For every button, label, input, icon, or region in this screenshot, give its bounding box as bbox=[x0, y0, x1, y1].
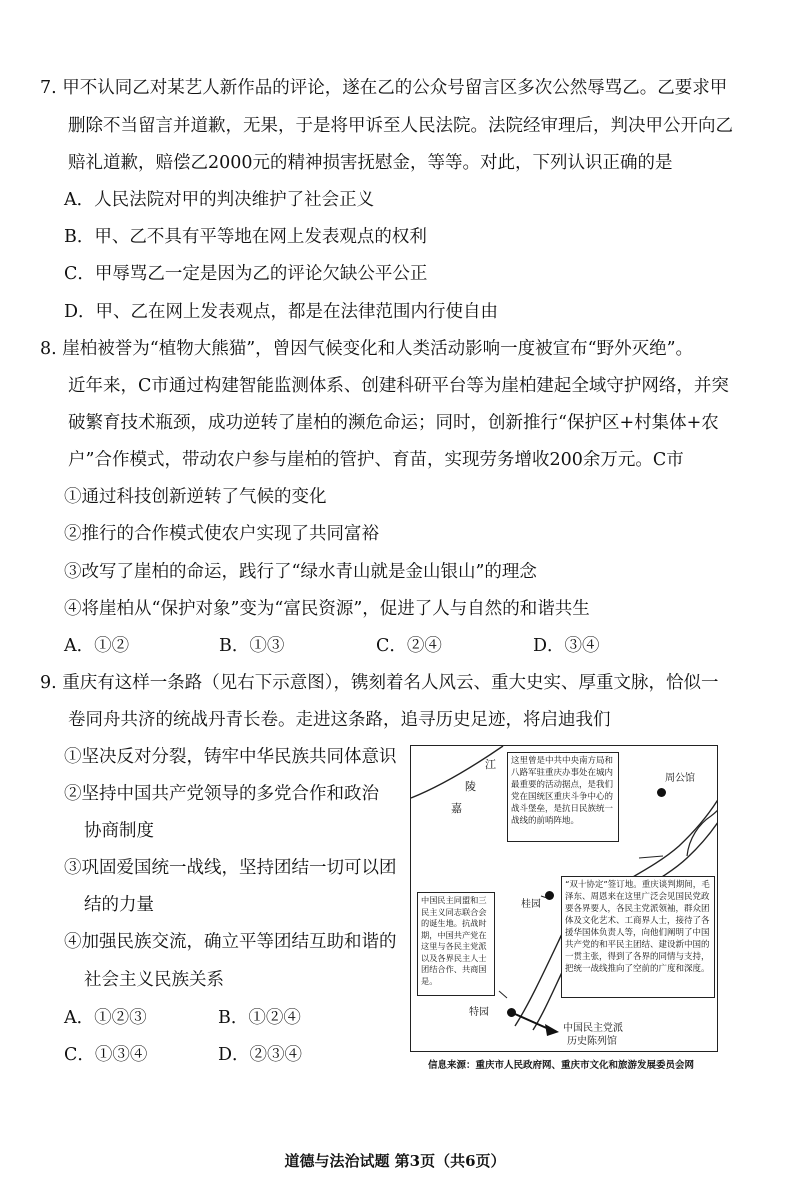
q8-line-4: 户”合作模式，带动农户参与崖柏的管护、育苗，实现劳务增收200余万元。C市 bbox=[68, 450, 684, 470]
q9-statement-3-cont: 结的力量 bbox=[84, 895, 154, 915]
q8-line-3: 破繁育技术瓶颈，成功逆转了崖柏的濒危命运；同时，创新推行“保护区+村集体+农 bbox=[68, 413, 719, 433]
q7-line-2: 删除不当留言并道歉，无果，于是将甲诉至人民法院。法院经审理后，判决甲公开向乙 bbox=[68, 116, 733, 136]
river-char-1: 江 bbox=[485, 758, 496, 771]
museum-label-line-1: 中国民主党派 bbox=[563, 1023, 623, 1034]
q9-statement-4: ④加强民族交流，确立平等团结互助和谐的 bbox=[64, 932, 397, 952]
q9-line-1: 9. 重庆有这样一条路（见右下示意图），镌刻着名人风云、重大史实、厚重文脉，恰似一 bbox=[40, 673, 719, 693]
q9-option-d: D．②③④ bbox=[218, 1045, 303, 1065]
map-source: 信息来源：重庆市人民政府网、重庆市文化和旅游发展委员会网 bbox=[428, 1060, 695, 1071]
q8-option-d: D．③④ bbox=[533, 636, 600, 656]
guiyuan-note: “双十协定”签订地。重庆谈判期间，毛泽东、周恩来在这里广泛会见国民党政要各界要人，各民主党派领袖，群众团体及文化艺术、工商界人士，接待了各援华国体负责人等，向他们阐明了中国共产党的和平民主团结、建设新中国的一贯主张，得到了各界的同情与支持，把统一战线推向了空前的广度和深度。 bbox=[561, 876, 715, 998]
river-char-3: 嘉 bbox=[451, 802, 462, 815]
q9-line-2: 卷同舟共济的统战丹青长卷。走进这条路，追寻历史足迹，将启迪我们 bbox=[68, 710, 611, 730]
q9-statement-4-cont: 社会主义民族关系 bbox=[84, 970, 224, 990]
q8-statement-3: ③改写了崖柏的命运，践行了“绿水青山就是金山银山”的理念 bbox=[64, 562, 537, 582]
museum-label-line-2: 历史陈列馆 bbox=[567, 1036, 617, 1047]
zhougongguan-marker bbox=[657, 788, 666, 797]
guiyuan-label: 桂园 bbox=[521, 899, 541, 910]
teyuan-marker bbox=[507, 1008, 516, 1017]
q8-line-2: 近年来，C市通过构建智能监测体系、创建科研平台等为崖柏建起全域守护网络，并突 bbox=[68, 376, 729, 396]
q7-option-b: B．甲、乙不具有平等地在网上发表观点的权利 bbox=[64, 227, 427, 247]
q9-statement-3: ③巩固爱国统一战线，坚持团结一切可以团 bbox=[64, 858, 397, 878]
zhougongguan-note: 这里曾是中共中央南方局和八路军驻重庆办事处在城内最重要的活动据点，是我们党在国统区重庆斗争中心的战斗堡垒，是抗日民族统一战线的前哨阵地。 bbox=[507, 752, 619, 842]
q7-option-c: C．甲辱骂乙一定是因为乙的评论欠缺公平公正 bbox=[64, 264, 428, 284]
q8-statement-1: ①通过科技创新逆转了气候的变化 bbox=[64, 487, 327, 507]
q7-line-1: 7. 甲不认同乙对某艺人新作品的评论，遂在乙的公众号留言区多次公然辱骂乙。乙要求甲 bbox=[40, 78, 728, 98]
q9-option-c: C．①③④ bbox=[64, 1045, 148, 1065]
zhougongguan-label: 周公馆 bbox=[665, 773, 695, 784]
q7-line-3: 赔礼道歉，赔偿乙2000元的精神损害抚慰金，等等。对此，下列认识正确的是 bbox=[68, 153, 673, 173]
guiyuan-marker bbox=[545, 891, 554, 900]
q8-statement-4: ④将崖柏从“保护对象”变为“富民资源”，促进了人与自然的和谐共生 bbox=[64, 599, 590, 619]
q7-option-d: D．甲、乙在网上发表观点，都是在法律范围内行使自由 bbox=[64, 302, 499, 322]
q8-option-b: B．①③ bbox=[219, 636, 285, 656]
q9-option-a: A．①②③ bbox=[64, 1008, 147, 1028]
q9-statement-2: ②坚持中国共产党领导的多党合作和政治 bbox=[64, 784, 379, 804]
teyuan-note: 中国民主同盟和三民主义同志联合会的诞生地。抗战时期，中国共产党在这里与各民主党派以及各界民主人士团结合作、共商国是。 bbox=[417, 892, 495, 996]
q7-option-a: A．人民法院对甲的判决维护了社会正义 bbox=[64, 190, 375, 210]
route-map bbox=[410, 745, 718, 1052]
q8-option-a: A．①② bbox=[64, 636, 130, 656]
q9-statement-1: ①坚决反对分裂，铸牢中华民族共同体意识 bbox=[64, 747, 397, 767]
q8-line-1: 8. 崖柏被誉为“植物大熊猫”，曾因气候变化和人类活动影响一度被宣布“野外灭绝”。 bbox=[40, 339, 694, 359]
q9-option-b: B．①②④ bbox=[218, 1008, 301, 1028]
q9-statement-2-cont: 协商制度 bbox=[84, 821, 154, 841]
q8-statement-2: ②推行的合作模式使农户实现了共同富裕 bbox=[64, 524, 379, 544]
river-char-2: 陵 bbox=[465, 780, 476, 793]
q8-option-c: C．②④ bbox=[376, 636, 442, 656]
teyuan-label: 特园 bbox=[469, 1007, 489, 1018]
page-footer: 道德与法治试题 第3页（共6页） bbox=[284, 1152, 506, 1170]
